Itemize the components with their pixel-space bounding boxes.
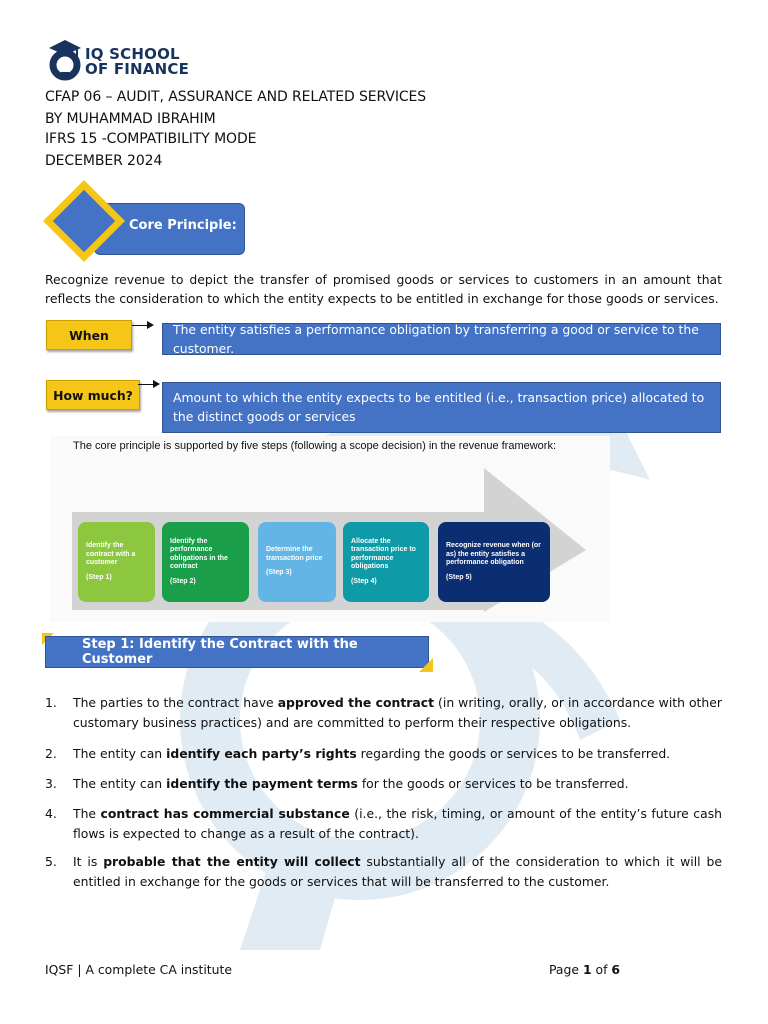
list-text — [73, 774, 722, 794]
date-line: DECEMBER 2024 — [45, 153, 163, 169]
logo-line-2: OF FINANCE — [85, 60, 190, 78]
list-item — [45, 852, 722, 892]
five-steps-caption: The core principle is supported by five steps (following a scope decision) in the revenue framework: — [73, 440, 557, 452]
list-text — [73, 804, 722, 844]
list-number: 5. — [45, 854, 57, 869]
step-box-4 — [343, 522, 429, 602]
when-tag: When — [46, 320, 132, 350]
list-number: 2. — [45, 746, 57, 761]
list-segment: for the goods or services to be transferred. — [357, 776, 629, 791]
list-segment: The entity can — [73, 776, 167, 791]
step-box-3 — [258, 522, 336, 602]
list-segment: substantially all of the consideration to which it will be entitled in exchange for the goods or services that will be transferred to the customer. — [73, 854, 722, 889]
how-much-arrow — [138, 384, 154, 385]
list-segment: It is — [73, 854, 104, 869]
step-title: Recognize revenue when (or as) the entity satisfies a performance obligation — [446, 542, 541, 566]
how-much-text: Amount to which the entity expects to be entitled (i.e., transaction price) allocated to the distinct goods or services — [173, 390, 705, 424]
step-title: Determine the transaction price — [266, 546, 323, 562]
step-box-5 — [438, 522, 550, 602]
list-segment: (in writing, orally, or in accordance with other customary business practices) and are committed to perform their respective obligations. — [73, 695, 722, 730]
list-emphasis: contract has commercial substance — [100, 806, 350, 821]
list-item — [45, 744, 722, 764]
step-number: (Step 3) — [266, 569, 292, 577]
when-text: The entity satisfies a performance obligation by transferring a good or service to the customer. — [173, 322, 699, 356]
core-principle-label: Core Principle: — [129, 218, 237, 233]
iq-school-logo — [47, 38, 217, 82]
logo-line-1: IQ SCHOOL — [85, 45, 180, 63]
list-number: 1. — [45, 695, 57, 710]
graduation-cap-icon — [47, 38, 83, 82]
step-number: (Step 2) — [170, 577, 196, 585]
list-emphasis: probable that the entity will collect — [103, 854, 361, 869]
list-segment: (i.e., the risk, timing, or amount of the entity’s future cash flows is expected to change as a result of the contract). — [73, 806, 723, 841]
corner-accent — [419, 658, 433, 672]
list-emphasis: identify each party’s rights — [166, 746, 357, 761]
step1-heading — [45, 636, 429, 668]
list-number: 4. — [45, 806, 57, 821]
list-segment: The — [73, 806, 101, 821]
step-number: (Step 4) — [351, 577, 377, 585]
core-principle-text: Recognize revenue to depict the transfer of promised goods or services to customers in an amount that reflects the consideration to which the entity expects to be entitled in exchange for those goods or services. — [45, 272, 722, 306]
step-number: (Step 5) — [446, 573, 472, 581]
list-number: 3. — [45, 776, 57, 791]
list-segment: regarding the goods or services to be transferred. — [356, 746, 671, 761]
course-title: CFAP 06 – AUDIT, ASSURANCE AND RELATED SERVICES — [45, 89, 427, 105]
list-segment: The entity can — [73, 746, 167, 761]
list-emphasis: identify the payment terms — [166, 776, 358, 791]
list-item — [45, 774, 722, 794]
arrow-right-icon — [153, 380, 160, 388]
list-segment: The parties to the contract have — [73, 695, 278, 710]
list-text — [73, 744, 722, 764]
author-line: BY MUHAMMAD IBRAHIM — [45, 111, 216, 127]
list-text — [73, 852, 722, 892]
step-box-2 — [162, 522, 249, 602]
when-text-box — [162, 323, 721, 355]
step-box-1 — [78, 522, 155, 602]
footer-left: IQSF | A complete CA institute — [45, 962, 232, 977]
step-title: Identify the contract with a customer — [86, 542, 136, 566]
arrow-right-icon — [147, 321, 154, 329]
list-text — [73, 693, 722, 733]
step1-heading-text: Step 1: Identify the Contract with the Customer — [82, 637, 358, 667]
topic-line: IFRS 15 -COMPATIBILITY MODE — [45, 131, 257, 147]
list-item — [45, 693, 722, 733]
when-arrow — [132, 325, 148, 326]
step-number: (Step 1) — [86, 573, 112, 581]
list-emphasis: approved the contract — [277, 695, 435, 710]
how-much-text-box — [162, 382, 721, 433]
how-much-tag: How much? — [46, 380, 140, 410]
page-number: Page 1 of 6 — [549, 962, 621, 977]
step-title: Allocate the transaction price to performance obligations — [351, 537, 416, 571]
step-title: Identify the performance obligations in the contract — [170, 537, 228, 571]
list-item — [45, 804, 722, 844]
